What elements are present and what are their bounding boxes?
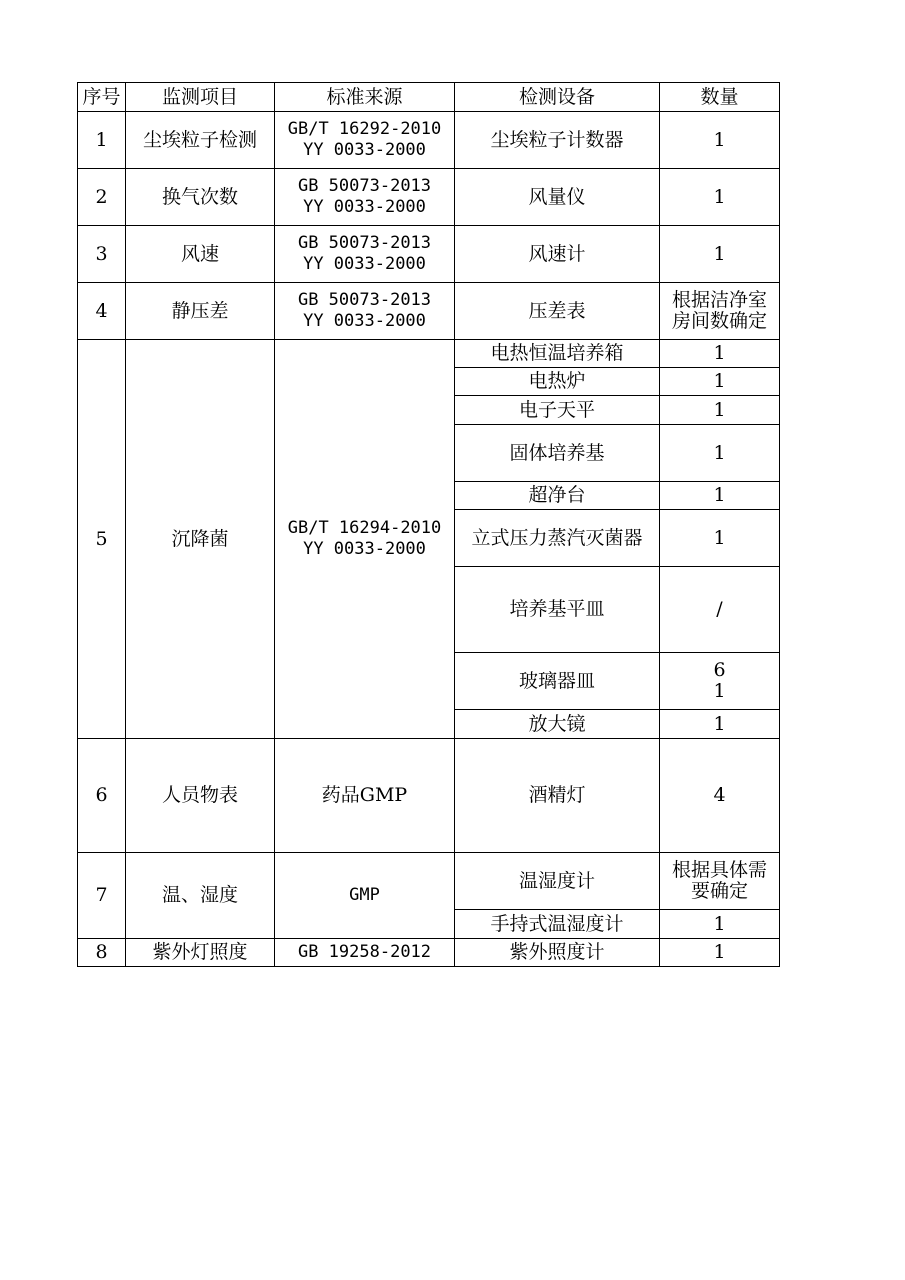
equipment-name: 培养基平皿 (455, 567, 660, 653)
table-row (78, 226, 780, 283)
standard-source (275, 939, 455, 967)
standard-source (275, 112, 455, 169)
standard-source (275, 226, 455, 283)
quantity (660, 283, 780, 340)
equipment-name: 风速计 (455, 226, 660, 283)
header-row (78, 83, 780, 112)
standard-source (275, 739, 455, 853)
row-number: 6 (78, 739, 126, 853)
monitoring-item: 沉降菌 (126, 340, 275, 739)
quantity-line: 房间数确定 (671, 310, 767, 332)
standard-line: 药品GMP (321, 784, 408, 806)
row-number: 8 (78, 939, 126, 967)
row-number: 3 (78, 226, 126, 283)
row-number: 2 (78, 169, 126, 226)
monitoring-item: 静压差 (126, 283, 275, 340)
row-number: 5 (78, 340, 126, 739)
equipment-name: 手持式温湿度计 (455, 910, 660, 939)
standard-line: YY 0033-2000 (303, 254, 426, 274)
monitoring-item: 换气次数 (126, 169, 275, 226)
standard-source (275, 283, 455, 340)
standard-line: YY 0033-2000 (303, 140, 426, 160)
quantity: 1 (660, 368, 780, 396)
table-row (78, 939, 780, 967)
quantity: 4 (660, 739, 780, 853)
quantity: 1 (660, 340, 780, 368)
equipment-name: 立式压力蒸汽灭菌器 (455, 510, 660, 567)
monitoring-item: 风速 (126, 226, 275, 283)
monitoring-item: 紫外灯照度 (126, 939, 275, 967)
equipment-name: 尘埃粒子计数器 (455, 112, 660, 169)
quantity (660, 853, 780, 910)
quantity: 1 (660, 910, 780, 939)
quantity: 1 (660, 425, 780, 482)
equipment-name: 电热炉 (455, 368, 660, 396)
standard-line: YY 0033-2000 (303, 311, 426, 331)
equipment-name: 紫外照度计 (455, 939, 660, 967)
quantity: 1 (660, 482, 780, 510)
equipment-name: 固体培养基 (455, 425, 660, 482)
equipment-name: 超净台 (455, 482, 660, 510)
equipment-name: 酒精灯 (455, 739, 660, 853)
header-cell-qty: 数量 (660, 83, 780, 112)
monitoring-equipment-table (77, 82, 780, 967)
monitoring-item: 温、湿度 (126, 853, 275, 939)
standard-line: GB 50073-2013 (297, 290, 432, 310)
table-row (78, 853, 780, 910)
quantity: 1 (660, 169, 780, 226)
quantity-line: 1 (713, 680, 726, 702)
standard-line: GB/T 16294-2010 (287, 518, 442, 538)
quantity: 1 (660, 226, 780, 283)
equipment-name: 电热恒温培养箱 (455, 340, 660, 368)
standard-source (275, 853, 455, 939)
standard-line: GB/T 16292-2010 (287, 119, 442, 139)
standard-line: YY 0033-2000 (303, 197, 426, 217)
equipment-name: 压差表 (455, 283, 660, 340)
quantity: 1 (660, 510, 780, 567)
header-cell-item: 监测项目 (126, 83, 275, 112)
row-number: 4 (78, 283, 126, 340)
monitoring-item: 尘埃粒子检测 (126, 112, 275, 169)
standard-line: GB 19258-2012 (297, 942, 432, 962)
header-cell-standard: 标准来源 (275, 83, 455, 112)
quantity: / (660, 567, 780, 653)
equipment-name: 风量仪 (455, 169, 660, 226)
standard-line: GMP (349, 885, 380, 905)
standard-source (275, 169, 455, 226)
quantity-line: 根据洁净室 (671, 289, 767, 311)
equipment-name: 放大镜 (455, 710, 660, 739)
table-row (78, 169, 780, 226)
quantity: 1 (660, 112, 780, 169)
header-cell-equipment: 检测设备 (455, 83, 660, 112)
quantity: 1 (660, 710, 780, 739)
table-row (78, 739, 780, 853)
standard-source (275, 340, 455, 739)
quantity-line: 根据具体需 (671, 859, 767, 881)
equipment-name: 玻璃器皿 (455, 653, 660, 710)
table-row (78, 340, 780, 368)
monitoring-item: 人员物表 (126, 739, 275, 853)
row-number: 1 (78, 112, 126, 169)
equipment-name: 电子天平 (455, 396, 660, 425)
table-row (78, 112, 780, 169)
header-cell-no: 序号 (78, 83, 126, 112)
quantity (660, 653, 780, 710)
standard-line: GB 50073-2013 (297, 233, 432, 253)
table-row (78, 283, 780, 340)
quantity: 1 (660, 939, 780, 967)
equipment-name: 温湿度计 (455, 853, 660, 910)
row-number: 7 (78, 853, 126, 939)
quantity: 1 (660, 396, 780, 425)
standard-line: GB 50073-2013 (297, 176, 432, 196)
standard-line: YY 0033-2000 (303, 539, 426, 559)
quantity-line: 6 (713, 659, 726, 681)
quantity-line: 要确定 (690, 880, 748, 902)
